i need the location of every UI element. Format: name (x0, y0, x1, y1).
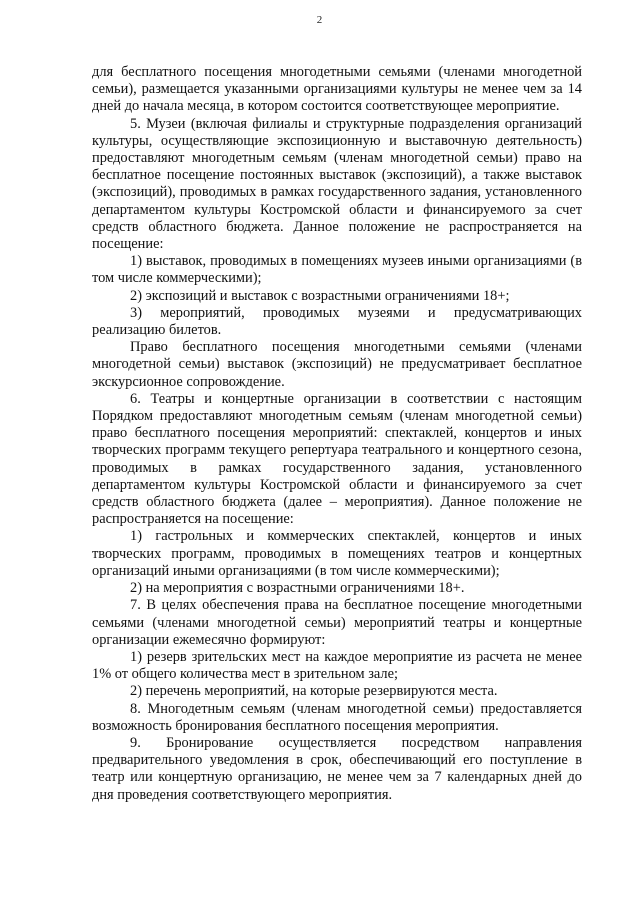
paragraph-item-5-2: 2) экспозиций и выставок с возрастными ограничениями 18+; (130, 287, 510, 304)
paragraph-item-6-2: 2) на мероприятия с возрастными ограничениями 18+. (130, 580, 465, 597)
paragraph-item-8: 8. Многодетным семьям (членам многодетной семьи) предоставляется возможность бронирования бесплатного посещения мероприятия. (92, 700, 582, 734)
paragraph-item-6-1: 1) гастрольных и коммерческих спектаклей, концертов и иных творческих программ, проводимых в помещениях театров и концертных организаций иными организациями (в том числе коммерческими); (92, 528, 582, 579)
paragraph-item-5: 5. Музеи (включая филиалы и структурные подразделения организаций культуры, осуществляющие экспозиционную и выставочную деятельность) предоставляют многодетным семьям (членам многодетной семьи) право на бесплатное посещение постоянных выставок (экспозиций), а также выставок (экспозиций), проводимых в рамках государственного задания, установленного департаментом культуры Костромской области и финансируемого за счет средств областного бюджета. Данное положение не распространяется на посещение: (92, 115, 582, 253)
paragraph-item-7-2: 2) перечень мероприятий, на которые резервируются места. (130, 683, 498, 700)
paragraph-continuation: для бесплатного посещения многодетными семьями (членами многодетной семьи), размещается указанными организациями культуры не менее чем за 14 дней до начала месяца, в котором состоится соответствующее мероприятие. (92, 64, 582, 115)
document-body (92, 64, 582, 804)
paragraph-item-5-3: 3) мероприятий, проводимых музеями и предусматривающих реализацию билетов. (92, 304, 582, 339)
paragraph-excursion-note: Право бесплатного посещения многодетными семьями (членами многодетной семьи) выставок (экспозиций) не предусматривает бесплатное экскурсионное сопровождение. (92, 339, 582, 390)
paragraph-item-7: 7. В целях обеспечения права на бесплатное посещение многодетными семьями (членами многодетной семьи) мероприятий театры и концертные организации ежемесячно формируют: (92, 597, 582, 648)
paragraph-item-7-1: 1) резерв зрительских мест на каждое мероприятие из расчета не менее 1% от общего количества мест в зрительном зале; (92, 648, 582, 683)
paragraph-item-9: 9. Бронирование осуществляется посредством направления предварительного уведомления в срок, обеспечивающий его поступление в театр или концертную организацию, не менее чем за 7 календарных дней до дня проведения соответствующего мероприятия. (92, 734, 582, 803)
paragraph-item-5-1: 1) выставок, проводимых в помещениях музеев иными организациями (в том числе коммерческими); (92, 253, 582, 287)
page-number: 2 (316, 14, 323, 26)
paragraph-item-6: 6. Театры и концертные организации в соответствии с настоящим Порядком предоставляют многодетным семьям (членам многодетной семьи) право бесплатного посещения мероприятий: спектаклей, концертов и иных творческих программ текущего репертуара театрального и концертного сезона, проводимых в рамках государственного задания, установленного департаментом культуры Костромской области и финансируемого за счет средств областного бюджета (далее – мероприятия). Данное положение не распространяется на посещение: (92, 390, 582, 528)
